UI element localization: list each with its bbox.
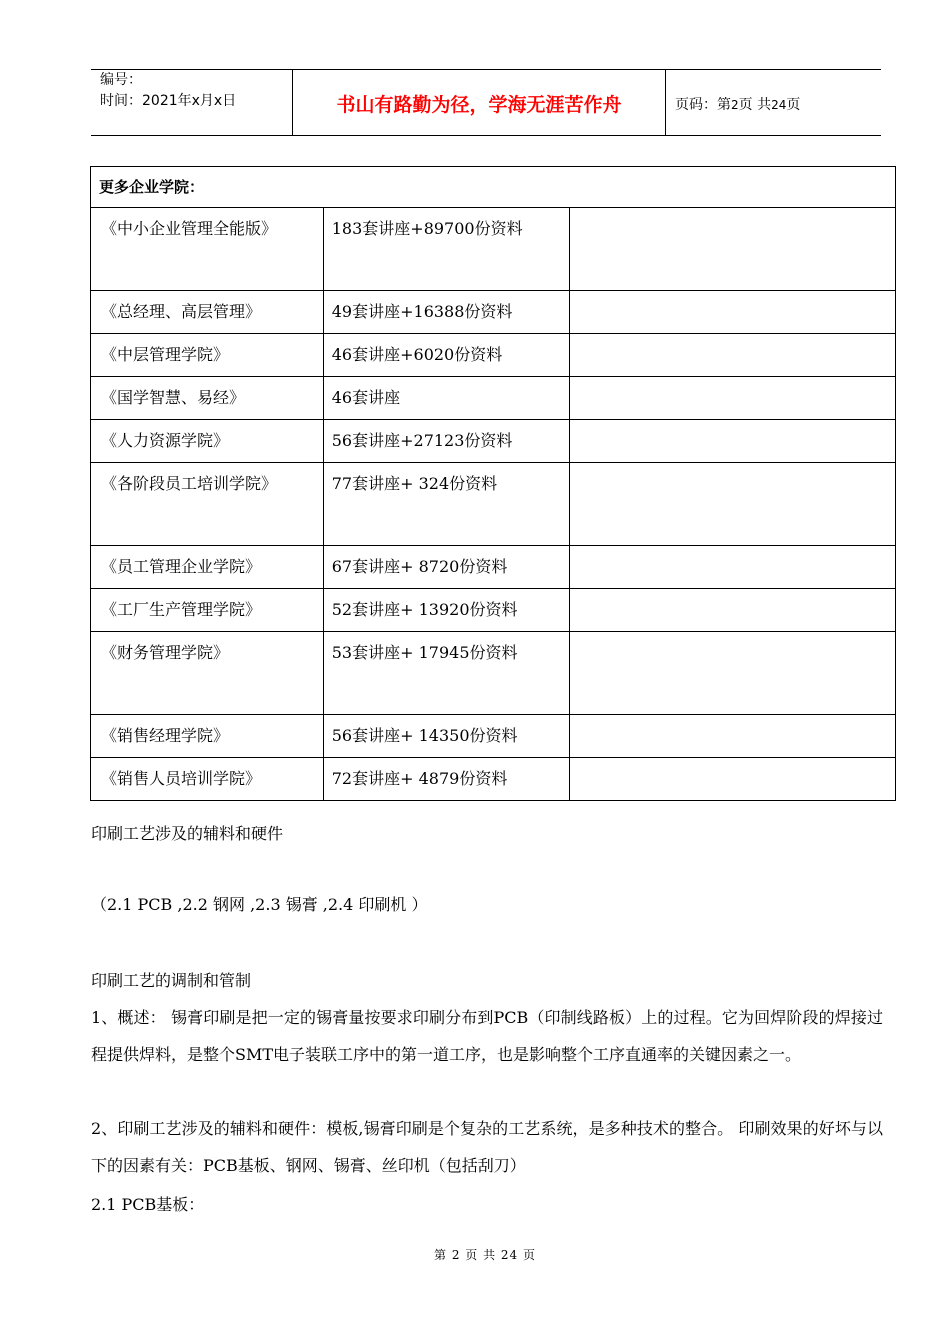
section-subitems: （2.1 PCB ,2.2 钢网 ,2.3 锡膏 ,2.4 印刷机 ） (91, 895, 428, 914)
course-extra (569, 420, 895, 463)
course-detail: 56套讲座+27123份资料 (323, 420, 569, 463)
course-name: 《国学智慧、易经》 (91, 377, 324, 420)
course-detail: 49套讲座+16388份资料 (323, 291, 569, 334)
course-detail: 183套讲座+89700份资料 (323, 208, 569, 291)
header-time-label: 时间：2021年x月x日 (100, 93, 237, 109)
course-extra (569, 632, 895, 715)
course-extra (569, 208, 895, 291)
table-row (91, 758, 896, 801)
header-page-suffix: 页 (786, 97, 801, 113)
header-meta (100, 70, 236, 112)
table-row (91, 715, 896, 758)
course-table (90, 166, 896, 801)
paragraph-pcb-heading: 2.1 PCB基板： (91, 1195, 205, 1214)
header-motto: 书山有路勤为径，学海无涯苦作舟 (336, 94, 622, 116)
course-detail: 72套讲座+ 4879份资料 (323, 758, 569, 801)
paragraph-overview: 1、概述： 锡膏印刷是把一定的锡膏量按要求印刷分布到PCB（印制线路板）上的过程。它为回焊阶段的焊接过程提供焊料，是整个SMT电子装联工序中的第一道工序，也是影响整个工序直通率的关键因素之一。 (91, 1008, 883, 1064)
table-row (91, 377, 896, 420)
course-name: 《人力资源学院》 (91, 420, 324, 463)
course-name: 《各阶段员工培训学院》 (91, 463, 324, 546)
table-row (91, 334, 896, 377)
course-name: 《中层管理学院》 (91, 334, 324, 377)
table-row (91, 291, 896, 334)
course-detail: 56套讲座+ 14350份资料 (323, 715, 569, 758)
table-row (91, 589, 896, 632)
course-name: 《员工管理企业学院》 (91, 546, 324, 589)
header-page-mid: 页 共 (738, 97, 772, 113)
table-row (91, 546, 896, 589)
table-row (91, 420, 896, 463)
table-row (91, 463, 896, 546)
header-page-total: 24 (771, 98, 787, 112)
course-detail: 77套讲座+ 324份资料 (323, 463, 569, 546)
course-detail: 67套讲座+ 8720份资料 (323, 546, 569, 589)
paragraph-materials: 2、印刷工艺涉及的辅料和硬件：模板,锡膏印刷是个复杂的工艺系统，是多种技术的整合。 印刷效果的好坏与以下的因素有关：PCB基板、钢网、锡膏、丝印机（包括刮刀） (91, 1119, 883, 1175)
course-detail: 53套讲座+ 17945份资料 (323, 632, 569, 715)
course-extra (569, 334, 895, 377)
section-heading-materials: 印刷工艺涉及的辅料和硬件 (91, 824, 284, 843)
header-bottom-rule (91, 135, 881, 136)
course-detail: 46套讲座 (323, 377, 569, 420)
course-extra (569, 758, 895, 801)
page-footer: 第 2 页 共 24 页 (434, 1248, 536, 1262)
course-extra (569, 377, 895, 420)
course-extra (569, 715, 895, 758)
header-page-num: 2 (731, 98, 739, 112)
table-title: 更多企业学院： (91, 167, 896, 208)
header-divider-right (665, 69, 666, 135)
header-page-prefix: 页码：第 (675, 97, 731, 113)
course-name: 《工厂生产管理学院》 (91, 589, 324, 632)
course-name: 《中小企业管理全能版》 (91, 208, 324, 291)
course-name: 《总经理、高层管理》 (91, 291, 324, 334)
course-extra (569, 291, 895, 334)
table-row (91, 208, 896, 291)
course-detail: 52套讲座+ 13920份资料 (323, 589, 569, 632)
course-name: 《财务管理学院》 (91, 632, 324, 715)
course-name: 《销售经理学院》 (91, 715, 324, 758)
header-page-info (675, 94, 800, 114)
table-row (91, 632, 896, 715)
course-extra (569, 589, 895, 632)
course-extra (569, 463, 895, 546)
course-detail: 46套讲座+6020份资料 (323, 334, 569, 377)
header-number-label: 编号： (100, 72, 142, 88)
course-name: 《销售人员培训学院》 (91, 758, 324, 801)
course-extra (569, 546, 895, 589)
section-heading-control: 印刷工艺的调制和管制 (91, 971, 252, 990)
